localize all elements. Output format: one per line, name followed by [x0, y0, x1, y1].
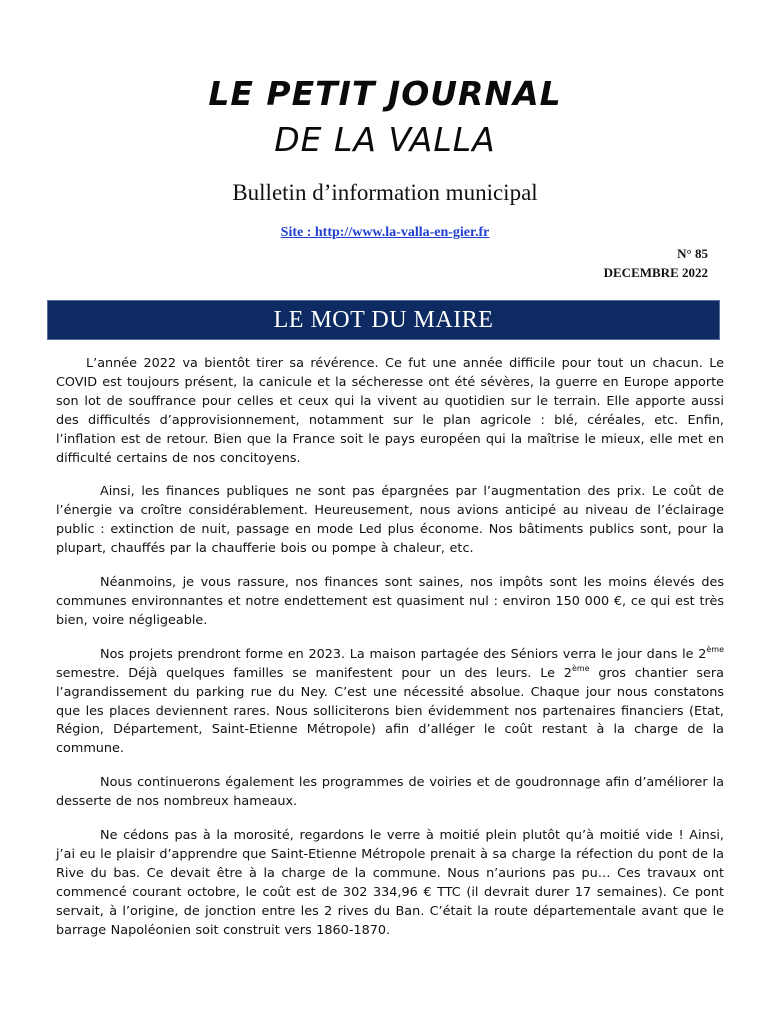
section-title: LE MOT DU MAIRE — [273, 306, 494, 333]
superscript-ordinal: ème — [706, 644, 724, 654]
paragraph-4 — [56, 646, 724, 759]
issue-number: N° 85 — [677, 246, 708, 261]
journal-title-line2: DE LA VALLA — [274, 120, 496, 159]
paragraph-1: L’année 2022 va bientôt tirer sa révérence. Ce fut une année difficile pour tout un chacun. Le COVID est toujours présent, la canicule et la sécheresse ont été sévères, la guerre en Europe apporte son lot de souffrance pour celles et ceux qui la vivent au quotidien sur le terrain. Elle apporte aussi des difficultés d’approvisionnement, notamment sur le plan agricole : blé, céréales, etc. Enfin, l’inflation est de retour. Bien que la France soit le pays européen qui la maîtrise le mieux, elle met en difficulté certains de nos concitoyens. — [56, 356, 724, 466]
paragraph-4-part1: Nos projets prendront forme en 2023. La maison partagée des Séniors verra le jour dans le 2 — [100, 646, 707, 662]
issue-date: DECEMBRE 2022 — [603, 265, 708, 280]
paragraph-4-part2: semestre. Déjà quelques familles se manifestent pour un des leurs. Le 2 — [56, 665, 572, 681]
journal-subtitle: Bulletin d’information municipal — [232, 180, 538, 205]
paragraph-4-part3: gros chantier sera l’agrandissement du parking rue du Ney. C’est une nécessité absolue. Chaque jour nous constatons que les places deviennent rares. Nous solliciterons bien évidemment nos partenaires financiers (Etat, Région, Département, Saint-Etienne Métropole) afin d’alléger le coût restant à la charge de la commune. — [56, 665, 724, 757]
site-link[interactable]: Site : http://www.la-valla-en-gier.fr — [280, 225, 490, 240]
paragraph-2: Ainsi, les finances publiques ne sont pas épargnées par l’augmentation des prix. Le coût de l’énergie va croître considérablement. Heureusement, nous avions anticipé au niveau de l’éclairage public : extinction de nuit, passage en mode Led plus économe. Nos bâtiments publics sont, pour la plupart, chauffés par la chaufferie bois ou pompe à chaleur, etc. — [56, 484, 724, 557]
paragraph-3: Néanmoins, je vous rassure, nos finances sont saines, nos impôts sont les moins élevés des communes environnantes et notre endettement est quasiment nul : environ 150 000 €, ce qui est très bien, voire négligeable. — [56, 575, 724, 628]
superscript-ordinal: ème — [571, 663, 590, 673]
journal-title-line1: LE PETIT JOURNAL — [208, 74, 562, 113]
section-banner — [47, 300, 720, 340]
paragraph-6: Ne cédons pas à la morosité, regardons le verre à moitié plein plutôt qu’à moitié vide ! Ainsi, j’ai eu le plaisir d’apprendre que Saint-Etienne Métropole prenait à sa charge la réfection du pont de la Rive du bas. Ce devait être à la charge de la commune. Nous n’aurions pas pu… Ces travaux ont commencé courant octobre, le coût est de 302 334,96 € TTC (il devrait durer 17 semaines). Ce pont servait, à l’origine, de jonction entre les 2 rives du Ban. C’était la route départementale avant que le barrage Napoléonien soit construit vers 1860-1870. — [56, 828, 724, 938]
paragraph-5: Nous continuerons également les programmes de voiries et de goudronnage afin d’améliorer la desserte de nos nombreux hameaux. — [56, 775, 724, 810]
article-body — [56, 355, 724, 955]
